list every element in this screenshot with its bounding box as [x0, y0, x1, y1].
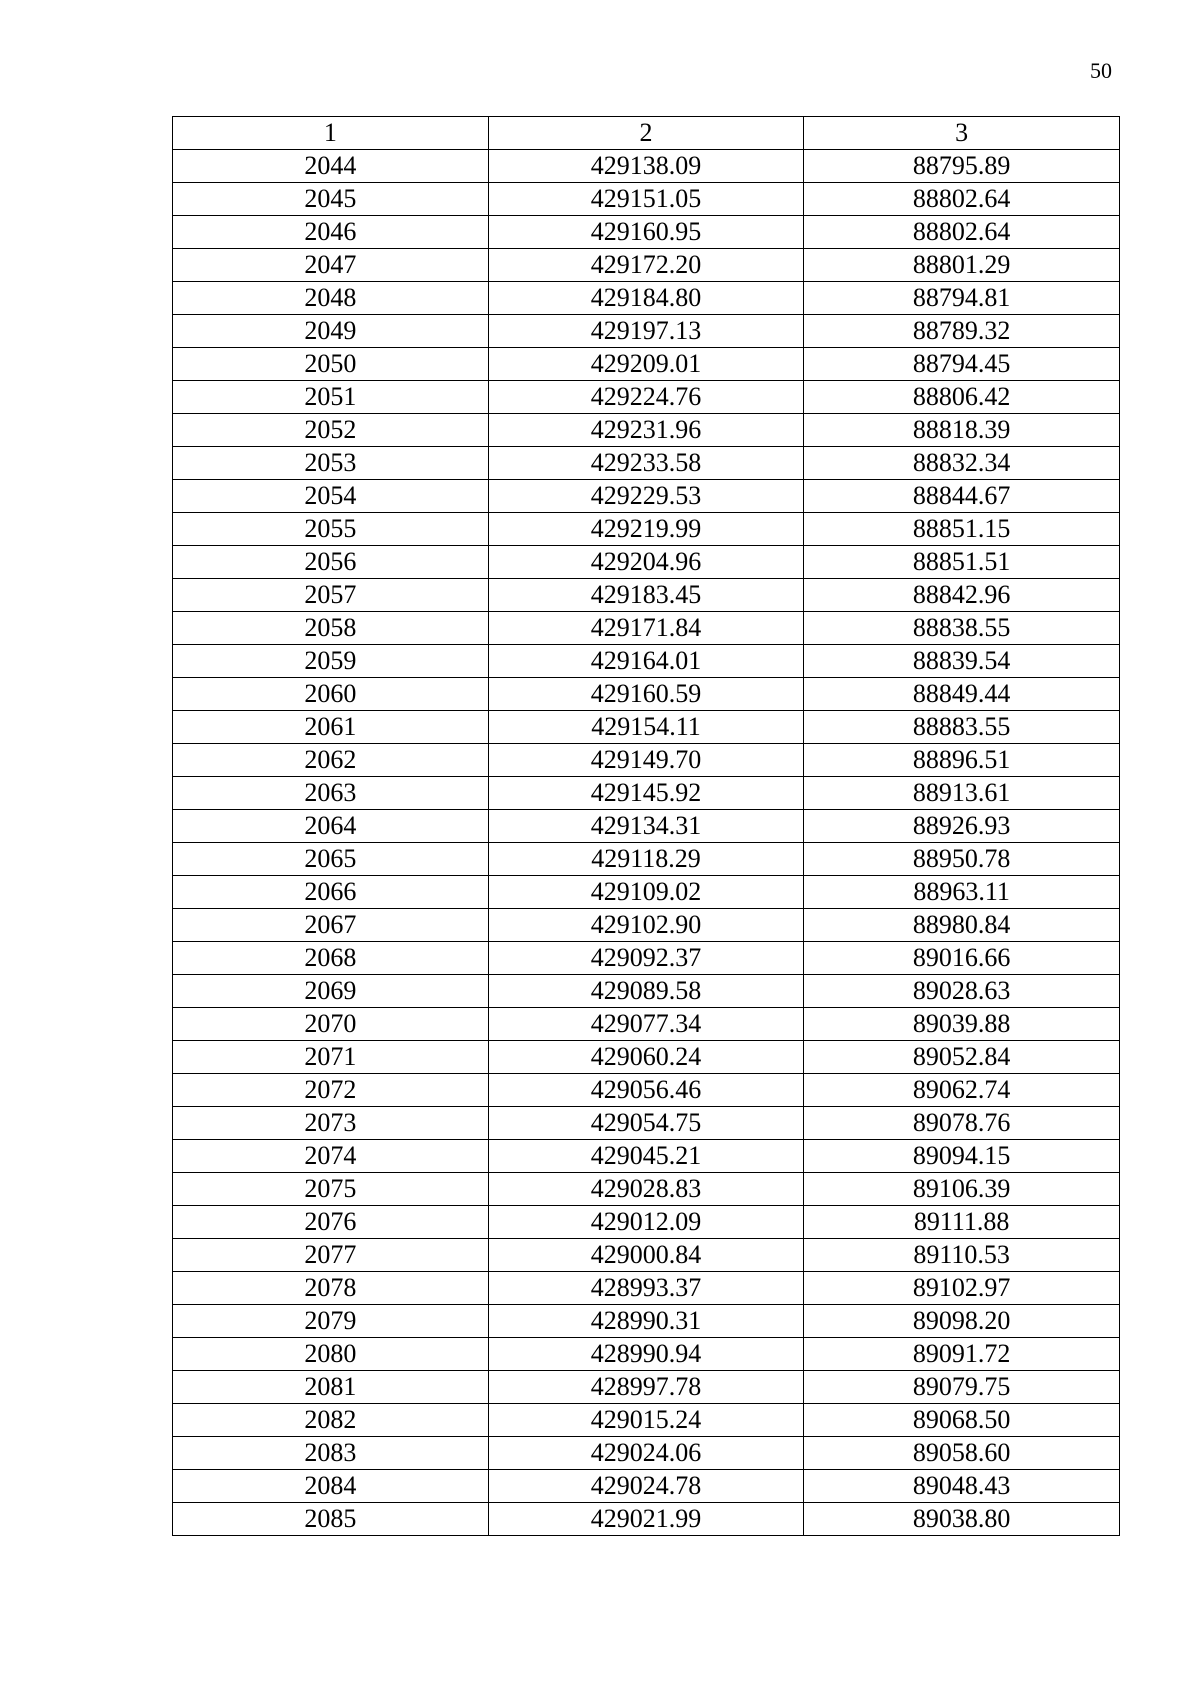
table-row [173, 282, 1120, 315]
table-cell-col-1: 2053 [173, 447, 489, 480]
table-row [173, 183, 1120, 216]
table-cell-col-1: 2059 [173, 645, 489, 678]
table-cell-col-1: 2048 [173, 282, 489, 315]
table-cell-col-3: 88794.81 [804, 282, 1120, 315]
table-cell-col-2: 429219.99 [488, 513, 804, 546]
table-row [173, 579, 1120, 612]
table-cell-col-3: 89039.88 [804, 1008, 1120, 1041]
table-row [173, 381, 1120, 414]
table-cell-col-1: 2070 [173, 1008, 489, 1041]
table-cell-col-1: 2046 [173, 216, 489, 249]
table-cell-col-1: 2064 [173, 810, 489, 843]
table-body [173, 150, 1120, 1536]
table-cell-col-1: 2077 [173, 1239, 489, 1272]
table-cell-col-3: 89016.66 [804, 942, 1120, 975]
table-cell-col-2: 429118.29 [488, 843, 804, 876]
table-cell-col-1: 2049 [173, 315, 489, 348]
table-header-row [173, 117, 1120, 150]
table-cell-col-1: 2047 [173, 249, 489, 282]
coordinates-table [172, 116, 1120, 1536]
table-cell-col-2: 429056.46 [488, 1074, 804, 1107]
table-cell-col-1: 2065 [173, 843, 489, 876]
table-row [173, 612, 1120, 645]
table-row [173, 216, 1120, 249]
table-cell-col-1: 2072 [173, 1074, 489, 1107]
table-cell-col-3: 88883.55 [804, 711, 1120, 744]
table-cell-col-1: 2054 [173, 480, 489, 513]
table-cell-col-1: 2060 [173, 678, 489, 711]
table-row [173, 744, 1120, 777]
table-row [173, 777, 1120, 810]
table-cell-col-3: 88806.42 [804, 381, 1120, 414]
table-cell-col-3: 88950.78 [804, 843, 1120, 876]
table-cell-col-2: 429077.34 [488, 1008, 804, 1041]
table-cell-col-3: 88851.51 [804, 546, 1120, 579]
table-cell-col-2: 429229.53 [488, 480, 804, 513]
table-row [173, 876, 1120, 909]
table-row [173, 1305, 1120, 1338]
table-row [173, 249, 1120, 282]
table-cell-col-3: 88963.11 [804, 876, 1120, 909]
table-cell-col-3: 88818.39 [804, 414, 1120, 447]
table-row [173, 1173, 1120, 1206]
table-cell-col-2: 429145.92 [488, 777, 804, 810]
table-cell-col-2: 429160.59 [488, 678, 804, 711]
table-cell-col-3: 89062.74 [804, 1074, 1120, 1107]
table-cell-col-3: 89098.20 [804, 1305, 1120, 1338]
table-row [173, 1470, 1120, 1503]
column-header-1: 1 [173, 117, 489, 150]
table-cell-col-2: 429015.24 [488, 1404, 804, 1437]
table-row [173, 1074, 1120, 1107]
table-cell-col-2: 429171.84 [488, 612, 804, 645]
table-row [173, 909, 1120, 942]
table-cell-col-3: 88801.29 [804, 249, 1120, 282]
table-row [173, 414, 1120, 447]
table-cell-col-2: 429164.01 [488, 645, 804, 678]
table-cell-col-2: 429000.84 [488, 1239, 804, 1272]
table-cell-col-2: 428997.78 [488, 1371, 804, 1404]
table-cell-col-2: 428990.94 [488, 1338, 804, 1371]
table-cell-col-3: 89079.75 [804, 1371, 1120, 1404]
table-cell-col-3: 88832.34 [804, 447, 1120, 480]
column-header-2: 2 [488, 117, 804, 150]
column-header-3: 3 [804, 117, 1120, 150]
table-row [173, 942, 1120, 975]
table-row [173, 1437, 1120, 1470]
table-cell-col-3: 88849.44 [804, 678, 1120, 711]
table-cell-col-2: 429024.06 [488, 1437, 804, 1470]
table-cell-col-1: 2045 [173, 183, 489, 216]
table-row [173, 513, 1120, 546]
table-cell-col-3: 88794.45 [804, 348, 1120, 381]
table-row [173, 1107, 1120, 1140]
table-cell-col-1: 2083 [173, 1437, 489, 1470]
table-cell-col-3: 88839.54 [804, 645, 1120, 678]
table-row [173, 348, 1120, 381]
table-row [173, 678, 1120, 711]
table-cell-col-3: 89068.50 [804, 1404, 1120, 1437]
table-cell-col-1: 2076 [173, 1206, 489, 1239]
table-cell-col-1: 2080 [173, 1338, 489, 1371]
table-cell-col-1: 2057 [173, 579, 489, 612]
page-number: 50 [1090, 58, 1112, 83]
table-cell-col-3: 89091.72 [804, 1338, 1120, 1371]
table-cell-col-3: 89038.80 [804, 1503, 1120, 1536]
table-row [173, 1272, 1120, 1305]
table-cell-col-2: 429021.99 [488, 1503, 804, 1536]
table-row [173, 546, 1120, 579]
table-row [173, 1206, 1120, 1239]
table-cell-col-1: 2084 [173, 1470, 489, 1503]
table-cell-col-1: 2050 [173, 348, 489, 381]
table-cell-col-1: 2081 [173, 1371, 489, 1404]
table-cell-col-2: 429045.21 [488, 1140, 804, 1173]
table-cell-col-3: 89048.43 [804, 1470, 1120, 1503]
table-cell-col-1: 2078 [173, 1272, 489, 1305]
table-cell-col-1: 2058 [173, 612, 489, 645]
table-row [173, 645, 1120, 678]
table-cell-col-1: 2055 [173, 513, 489, 546]
table-row [173, 1140, 1120, 1173]
table-cell-col-3: 88789.32 [804, 315, 1120, 348]
table-cell-col-2: 429138.09 [488, 150, 804, 183]
table-cell-col-1: 2066 [173, 876, 489, 909]
table-cell-col-3: 89102.97 [804, 1272, 1120, 1305]
table-cell-col-1: 2063 [173, 777, 489, 810]
table-cell-col-2: 428993.37 [488, 1272, 804, 1305]
table-cell-col-1: 2067 [173, 909, 489, 942]
table-cell-col-2: 429060.24 [488, 1041, 804, 1074]
table-cell-col-2: 429209.01 [488, 348, 804, 381]
table-cell-col-3: 89028.63 [804, 975, 1120, 1008]
table-row [173, 843, 1120, 876]
table-cell-col-1: 2082 [173, 1404, 489, 1437]
table-cell-col-2: 429109.02 [488, 876, 804, 909]
table-cell-col-3: 88802.64 [804, 216, 1120, 249]
table-cell-col-1: 2075 [173, 1173, 489, 1206]
table-cell-col-3: 88913.61 [804, 777, 1120, 810]
table-cell-col-2: 429028.83 [488, 1173, 804, 1206]
table-cell-col-1: 2073 [173, 1107, 489, 1140]
table-cell-col-2: 429089.58 [488, 975, 804, 1008]
table-cell-col-2: 429151.05 [488, 183, 804, 216]
table-cell-col-3: 88926.93 [804, 810, 1120, 843]
table-cell-col-2: 429183.45 [488, 579, 804, 612]
table-row [173, 315, 1120, 348]
table-row [173, 975, 1120, 1008]
table-row [173, 1404, 1120, 1437]
table-cell-col-2: 429233.58 [488, 447, 804, 480]
table-row [173, 1338, 1120, 1371]
table-cell-col-2: 429102.90 [488, 909, 804, 942]
table-cell-col-2: 429160.95 [488, 216, 804, 249]
table-cell-col-3: 88844.67 [804, 480, 1120, 513]
table-cell-col-3: 88795.89 [804, 150, 1120, 183]
table-cell-col-1: 2044 [173, 150, 489, 183]
table-row [173, 810, 1120, 843]
table-cell-col-2: 429224.76 [488, 381, 804, 414]
table-cell-col-1: 2079 [173, 1305, 489, 1338]
table-cell-col-3: 89094.15 [804, 1140, 1120, 1173]
table-cell-col-1: 2056 [173, 546, 489, 579]
table-header [173, 117, 1120, 150]
table-cell-col-2: 429184.80 [488, 282, 804, 315]
table-row [173, 1008, 1120, 1041]
table-row [173, 1239, 1120, 1272]
table-cell-col-2: 429154.11 [488, 711, 804, 744]
table-cell-col-1: 2074 [173, 1140, 489, 1173]
table-cell-col-1: 2068 [173, 942, 489, 975]
table-cell-col-3: 88980.84 [804, 909, 1120, 942]
table-row [173, 150, 1120, 183]
table-cell-col-3: 89111.88 [804, 1206, 1120, 1239]
table-cell-col-2: 429149.70 [488, 744, 804, 777]
table-cell-col-2: 429134.31 [488, 810, 804, 843]
table-cell-col-1: 2061 [173, 711, 489, 744]
table-cell-col-1: 2071 [173, 1041, 489, 1074]
table-cell-col-1: 2062 [173, 744, 489, 777]
table-cell-col-2: 429197.13 [488, 315, 804, 348]
table-row [173, 480, 1120, 513]
table-cell-col-2: 429012.09 [488, 1206, 804, 1239]
table-row [173, 1041, 1120, 1074]
table-row [173, 1503, 1120, 1536]
table-cell-col-3: 88896.51 [804, 744, 1120, 777]
table-cell-col-3: 89106.39 [804, 1173, 1120, 1206]
table-cell-col-2: 429231.96 [488, 414, 804, 447]
table-cell-col-1: 2052 [173, 414, 489, 447]
table-row [173, 1371, 1120, 1404]
table-cell-col-1: 2085 [173, 1503, 489, 1536]
table-cell-col-3: 89110.53 [804, 1239, 1120, 1272]
table-cell-col-2: 429024.78 [488, 1470, 804, 1503]
table-cell-col-2: 429172.20 [488, 249, 804, 282]
table-cell-col-3: 88802.64 [804, 183, 1120, 216]
table-cell-col-3: 89052.84 [804, 1041, 1120, 1074]
table-cell-col-2: 428990.31 [488, 1305, 804, 1338]
table-cell-col-1: 2051 [173, 381, 489, 414]
table-cell-col-2: 429204.96 [488, 546, 804, 579]
table-cell-col-3: 88842.96 [804, 579, 1120, 612]
table-cell-col-3: 89058.60 [804, 1437, 1120, 1470]
table-cell-col-1: 2069 [173, 975, 489, 1008]
table-cell-col-2: 429054.75 [488, 1107, 804, 1140]
table-cell-col-2: 429092.37 [488, 942, 804, 975]
table-cell-col-3: 88838.55 [804, 612, 1120, 645]
table-cell-col-3: 88851.15 [804, 513, 1120, 546]
table-cell-col-3: 89078.76 [804, 1107, 1120, 1140]
table-row [173, 447, 1120, 480]
table-row [173, 711, 1120, 744]
